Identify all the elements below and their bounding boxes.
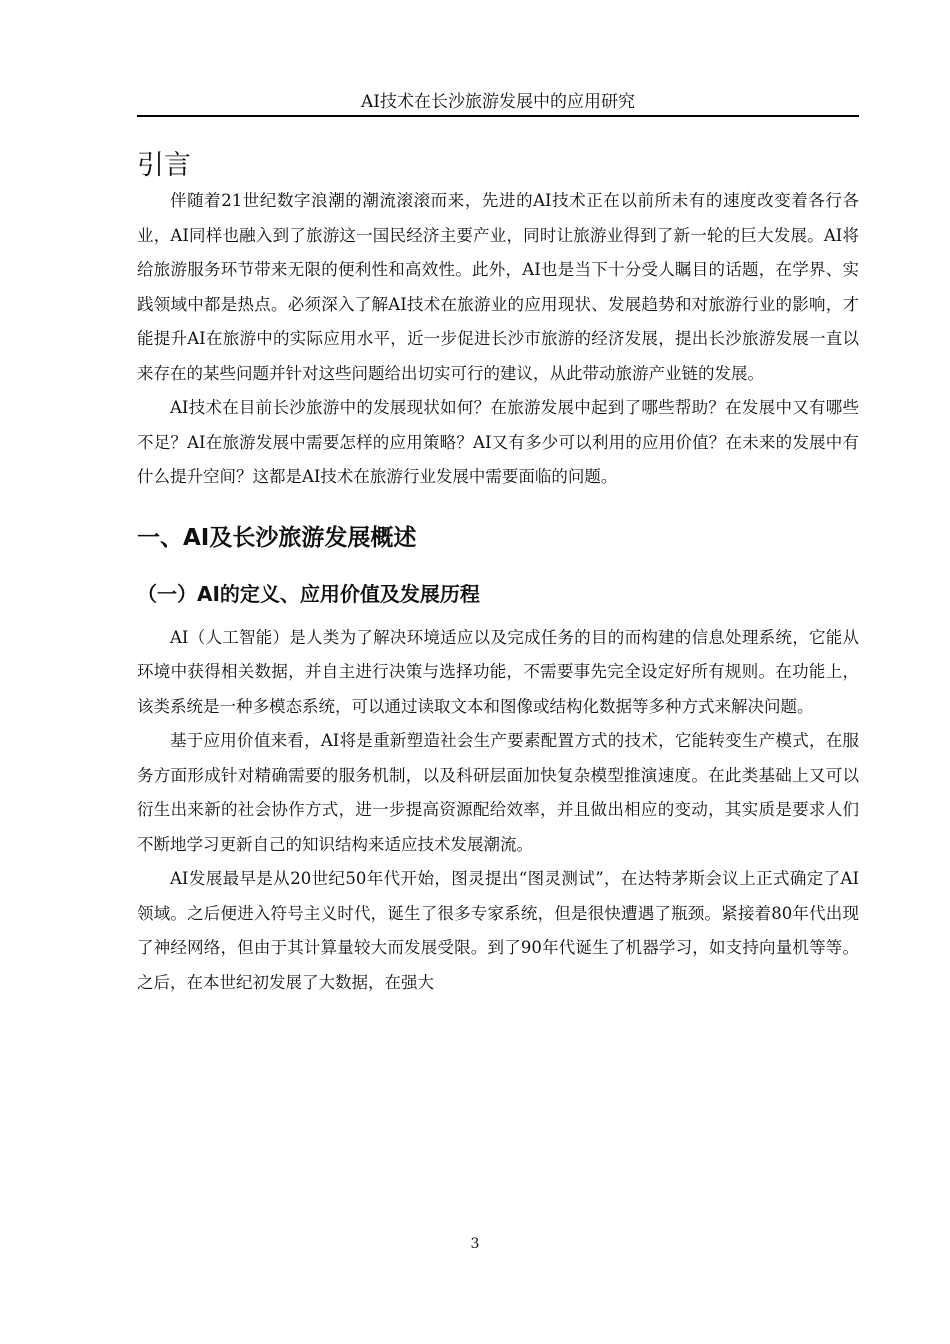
section-heading: （一）AI的定义、应用价值及发展历程	[137, 581, 480, 606]
page-body	[137, 140, 859, 1000]
intro-paragraph-2: AI技术在目前长沙旅游中的发展现状如何？在旅游发展中起到了哪些帮助？在发展中又有哪些不足？AI在旅游发展中需要怎样的应用策略？AI又有多少可以利用的应用价值？在未来的发展中有什么提升空间？这都是AI技术在旅游行业发展中需要面临的问题。	[137, 398, 859, 486]
chapter-heading: 一、AI及长沙旅游发展概述	[137, 524, 417, 551]
page-number: 3	[470, 1236, 480, 1252]
intro-paragraph-1: 伴随着21世纪数字浪潮的潮流滚滚而来，先进的AI技术正在以前所未有的速度改变着各行各业，AI同样也融入到了旅游这一国民经济主要产业，同时让旅游业得到了新一轮的巨大发展。AI将给旅游服务环节带来无限的便利性和高效性。此外，AI也是当下十分受人瞩目的话题，在学界、实践领域中都是热点。必须深入了解AI技术在旅游业的应用现状、发展趋势和对旅游行业的影响，才能提升AI在旅游中的实际应用水平，近一步促进长沙市旅游的经济发展，提出长沙旅游发展一直以来存在的某些问题并针对这些问题给出切实可行的建议，从此带动旅游产业链的发展。	[137, 191, 859, 383]
header-rule	[137, 115, 859, 117]
running-header: AI技术在长沙旅游发展中的应用研究	[361, 92, 635, 112]
section-paragraph-3: AI发展最早是从20世纪50年代开始，图灵提出“图灵测试”，在达特茅斯会议上正式确定了AI领域。之后便进入符号主义时代，诞生了很多专家系统，但是很快遭遇了瓶颈。紧接着80年代出现了神经网络，但由于其计算量较大而发展受限。到了90年代诞生了机器学习，如支持向量机等等。之后，在本世纪初发展了大数据，在强大	[137, 869, 859, 992]
section-paragraph-1: AI（人工智能）是人类为了解决环境适应以及完成任务的目的而构建的信息处理系统，它能从环境中获得相关数据，并自主进行决策与选择功能，不需要事先完全设定好所有规则。在功能上，该类系统是一种多模态系统，可以通过读取文本和图像或结构化数据等多种方式来解决问题。	[137, 627, 859, 716]
section-paragraph-2: 基于应用价值来看，AI将是重新塑造社会生产要素配置方式的技术，它能转变生产模式，在服务方面形成针对精确需要的服务机制，以及科研层面加快复杂模型推演速度。在此类基础上又可以衍生出来新的社会协作方式，进一步提高资源配给效率，并且做出相应的变动，其实质是要求人们不断地学习更新自己的知识结构来适应技术发展潮流。	[137, 731, 859, 854]
intro-heading: 引言	[137, 150, 191, 181]
